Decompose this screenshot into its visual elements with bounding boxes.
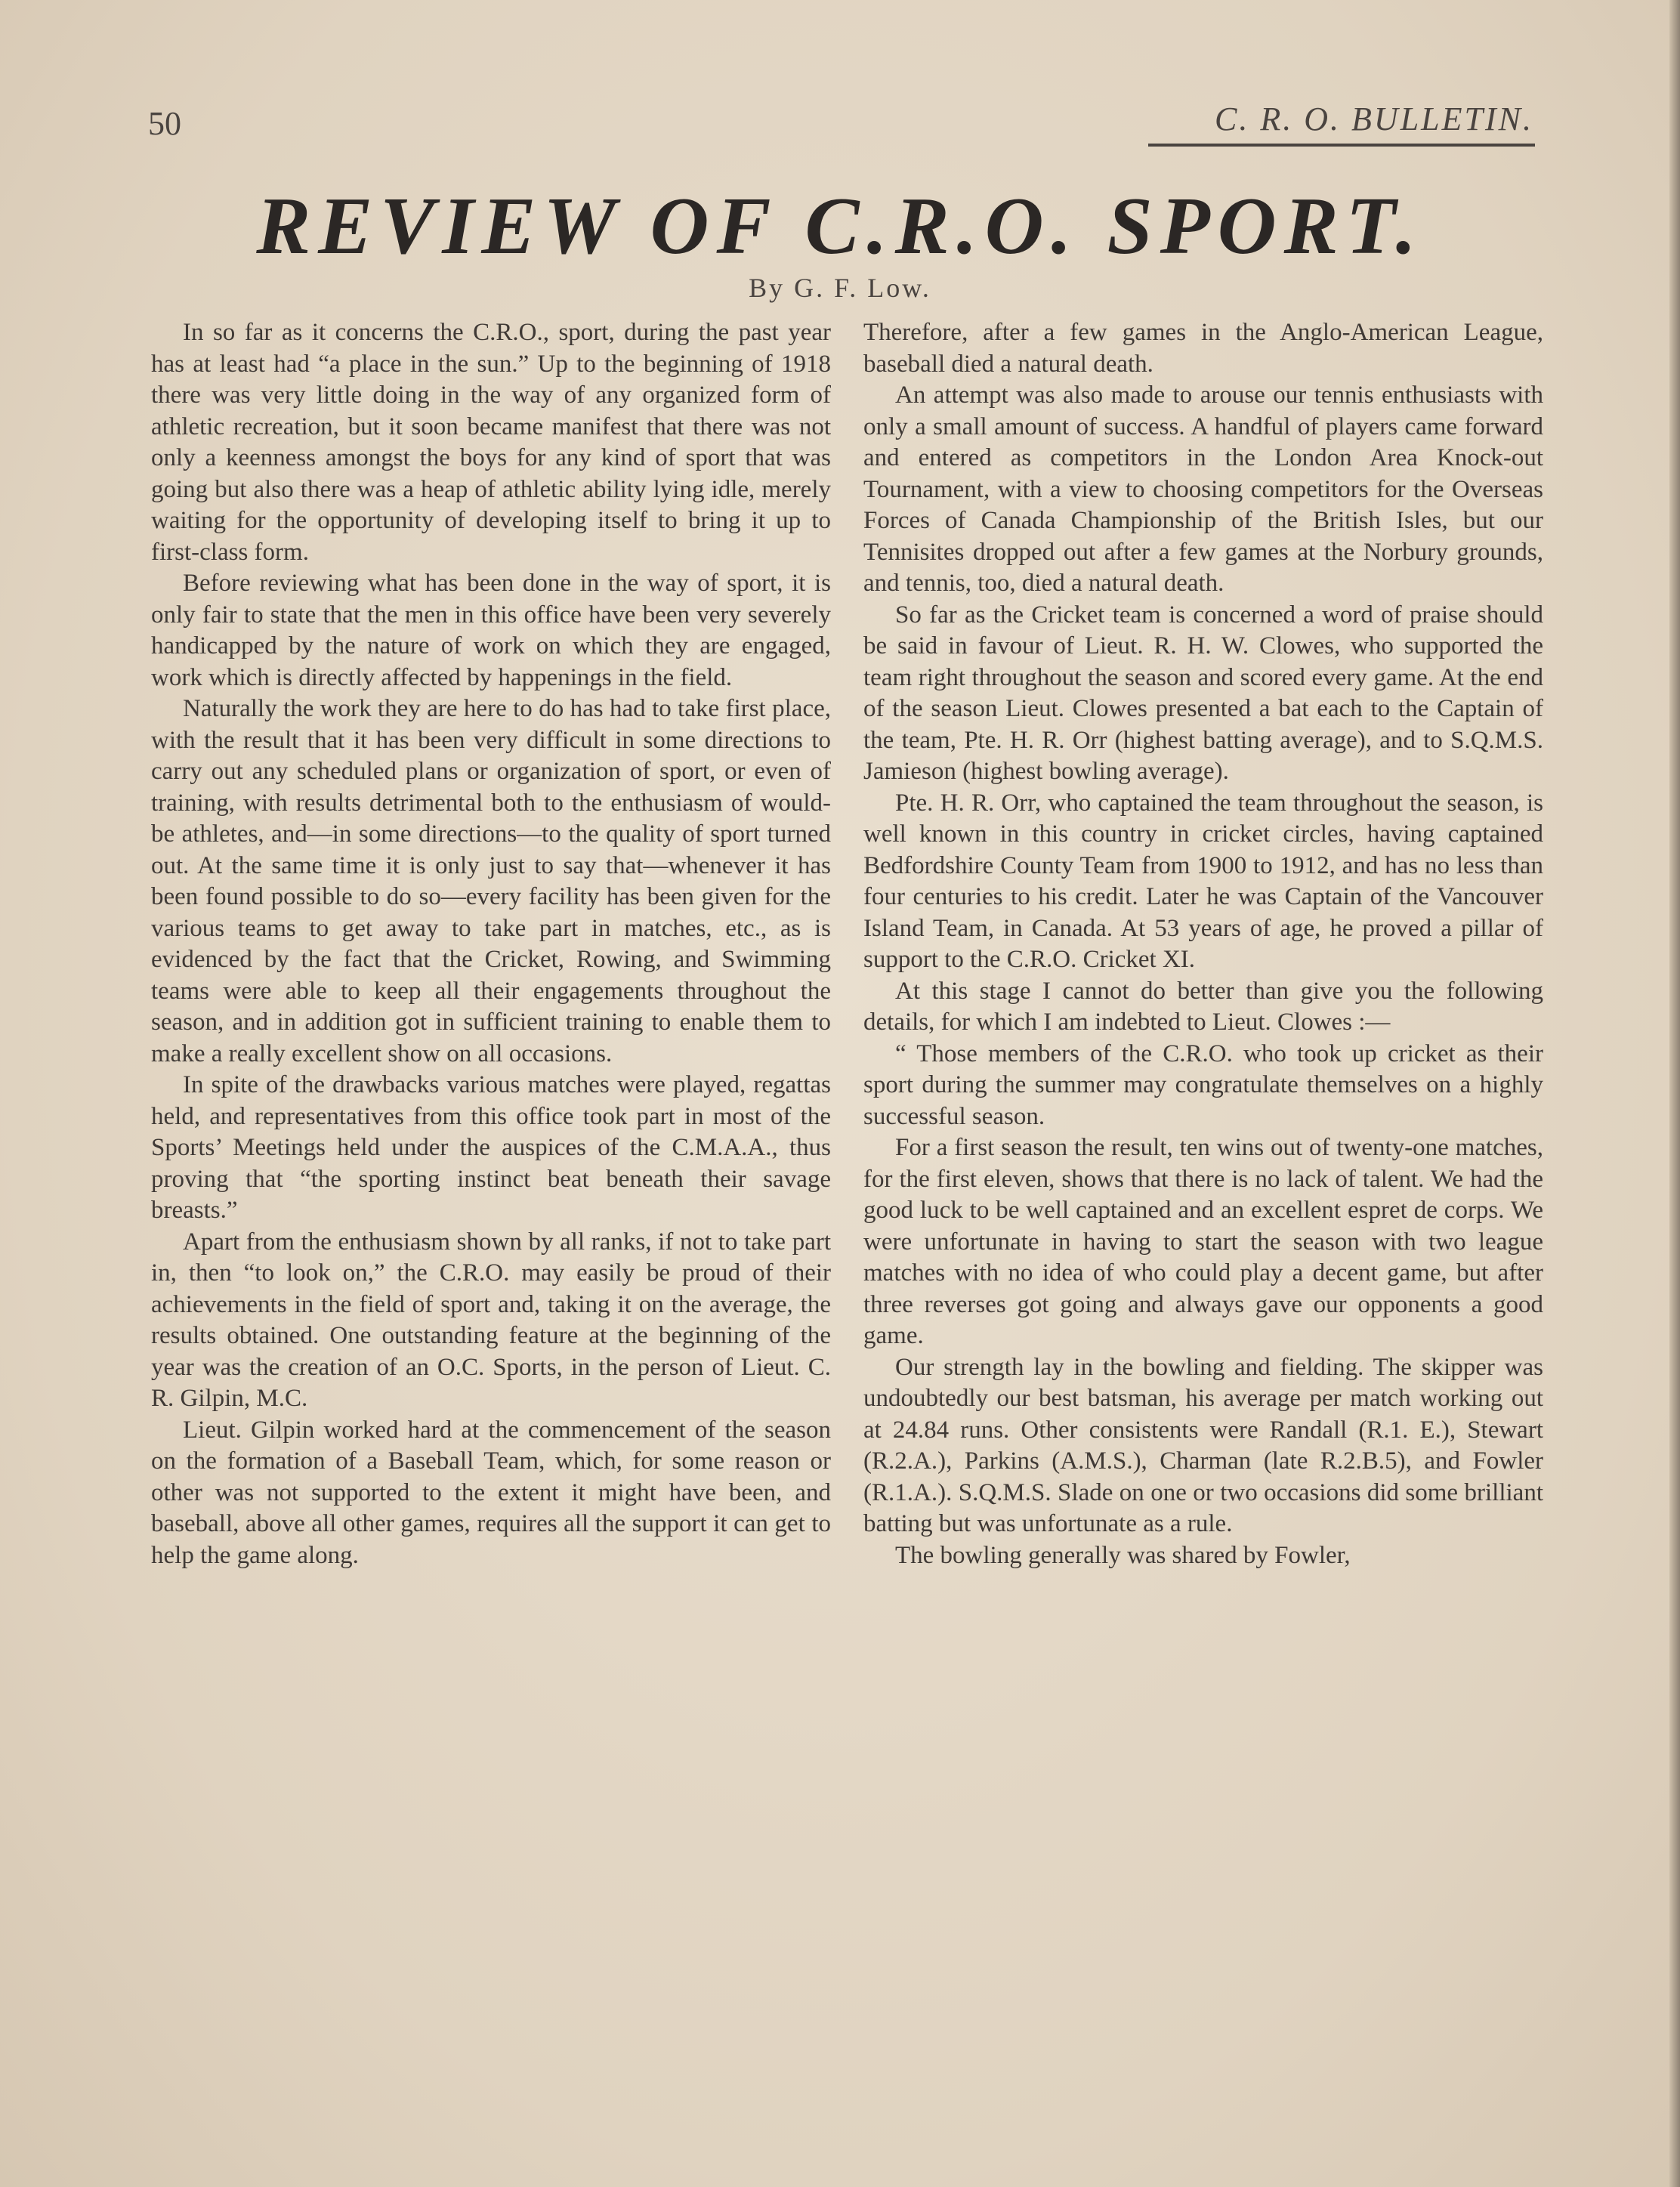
paragraph: So far as the Cricket team is concerned a word of praise should be said in favour of Lieut. R. H. W. Clowes, who supported the team right throughout the season and scored every game. At the end of the season Lieut. Clowes presented a bat each to the Captain of the team, Pte. H. R. Orr (highest batting average), and to S.Q.M.S. Jamieson (highest bowling average). [863, 601, 1543, 785]
paragraph: Lieut. Gilpin worked hard at the commencement of the season on the formation of a Baseball Team, which, for some reason or other was not supported to the extent it might have been, and baseball, above all other games, requires all the support it can get to help the game along. [151, 1416, 831, 1569]
running-head: C. R. O. BULLETIN. [1215, 100, 1533, 137]
article-byline: By G. F. Low. [749, 273, 931, 303]
paragraph: For a first season the result, ten wins out of twenty-one matches, for the first eleven, shows that there is no lack of talent. We had the good luck to be well captained and an excellent espret de corps. We were unfortunate in having to start the season with two league matches with no idea of who could play a decent game, but after three reverses got going and always gave our opponents a good game. [863, 1134, 1543, 1349]
paragraph: Our strength lay in the bowling and fielding. The skipper was undoubtedly our best batsman, his average per match working out at 24.84 runs. Other consistents were Randall (R.1. E.), Stewart (R.2.A.), Parkins (A.M.S.), Charman (late R.2.B.5), and Fowler (R.1.A.). S.Q.M.S. Slade on one or two occasions did some brilliant batting but was unfortunate as a rule. [863, 1353, 1543, 1537]
paragraph: An attempt was also made to arouse our tennis enthusiasts with only a small amount of success. A handful of players came forward and entered as competitors in the London Area Knock-out Tournament, with a view to choosing competitors for the Overseas Forces of Canada Championship of the British Isles, but our Tennisites dropped out after a few games at the Norbury grounds, and tennis, too, died a natural death. [863, 381, 1543, 597]
paragraph: At this stage I cannot do better than give you the following details, for which I am indebted to Lieut. Clowes :— [863, 977, 1543, 1036]
paragraph: Before reviewing what has been done in the way of sport, it is only fair to state that the men in this office have been very severely handicapped by the nature of work on which they are engaged, work which is directly affected by happenings in the field. [151, 570, 831, 691]
right-column [863, 317, 1543, 1571]
page-edge [1669, 0, 1680, 2187]
paragraph: Apart from the enthusiasm shown by all ranks, if not to take part in, then “to look on,” the C.R.O. may easily be proud of their achievements in the field of sport and, taking it on the average, the results obtained. One outstanding feature at the beginning of the year was the creation of an O.C. Sports, in the person of Lieut. C. R. Gilpin, M.C. [151, 1228, 831, 1412]
paragraph: Pte. H. R. Orr, who captained the team throughout the season, is well known in this country in cricket circles, having captained Bedfordshire County Team from 1900 to 1912, and has no less than four centuries to his credit. Later he was Captain of the Vancouver Island Team, in Canada. At 53 years of age, he proved a pillar of support to the C.R.O. Cricket XI. [863, 789, 1543, 973]
paragraph: “ Those members of the C.R.O. who took up cricket as their sport during the summer may congratulate themselves on a highly successful season. [863, 1039, 1543, 1130]
paragraph: In so far as it concerns the C.R.O., sport, during the past year has at least had “a place in the sun.” Up to the beginning of 1918 there was very little doing in the way of any organized form of athletic recreation, but it soon became manifest that there was not only a keenness amongst the boys for any kind of sport that was going but also there was a heap of athletic ability lying idle, merely waiting for the opportunity of developing itself to bring it up to first-class form. [151, 319, 831, 566]
running-head-rule [1148, 144, 1535, 147]
page-number: 50 [148, 105, 181, 142]
article-title: REVIEW OF C.R.O. SPORT. [256, 181, 1424, 271]
paragraph: In spite of the drawbacks various matches were played, regattas held, and representatives from this office took part in most of the Sports’ Meetings held under the auspices of the C.M.A.A., thus proving that “the sporting instinct beat beneath their savage breasts.” [151, 1071, 831, 1224]
paragraph: The bowling generally was shared by Fowler, [895, 1541, 1351, 1569]
paragraph-continued: Therefore, after a few games in the Anglo-American League, baseball died a natural death. [863, 319, 1543, 378]
left-column [151, 317, 831, 1571]
paragraph: Naturally the work they are here to do has had to take first place, with the result that it has been very difficult in some directions to carry out any scheduled plans or organization of sport, or even of training, with results detrimental both to the enthusiasm of would-be athletes, and—in some directions—to the quality of sport turned out. At the same time it is only just to say that—whenever it has been found possible to do so—every facility has been given for the various teams to get away to take part in matches, etc., as is evidenced by the fact that the Cricket, Rowing, and Swimming teams were able to keep all their engagements throughout the season, and in addition got in sufficient training to enable them to make a really excellent show on all occasions. [151, 695, 831, 1067]
